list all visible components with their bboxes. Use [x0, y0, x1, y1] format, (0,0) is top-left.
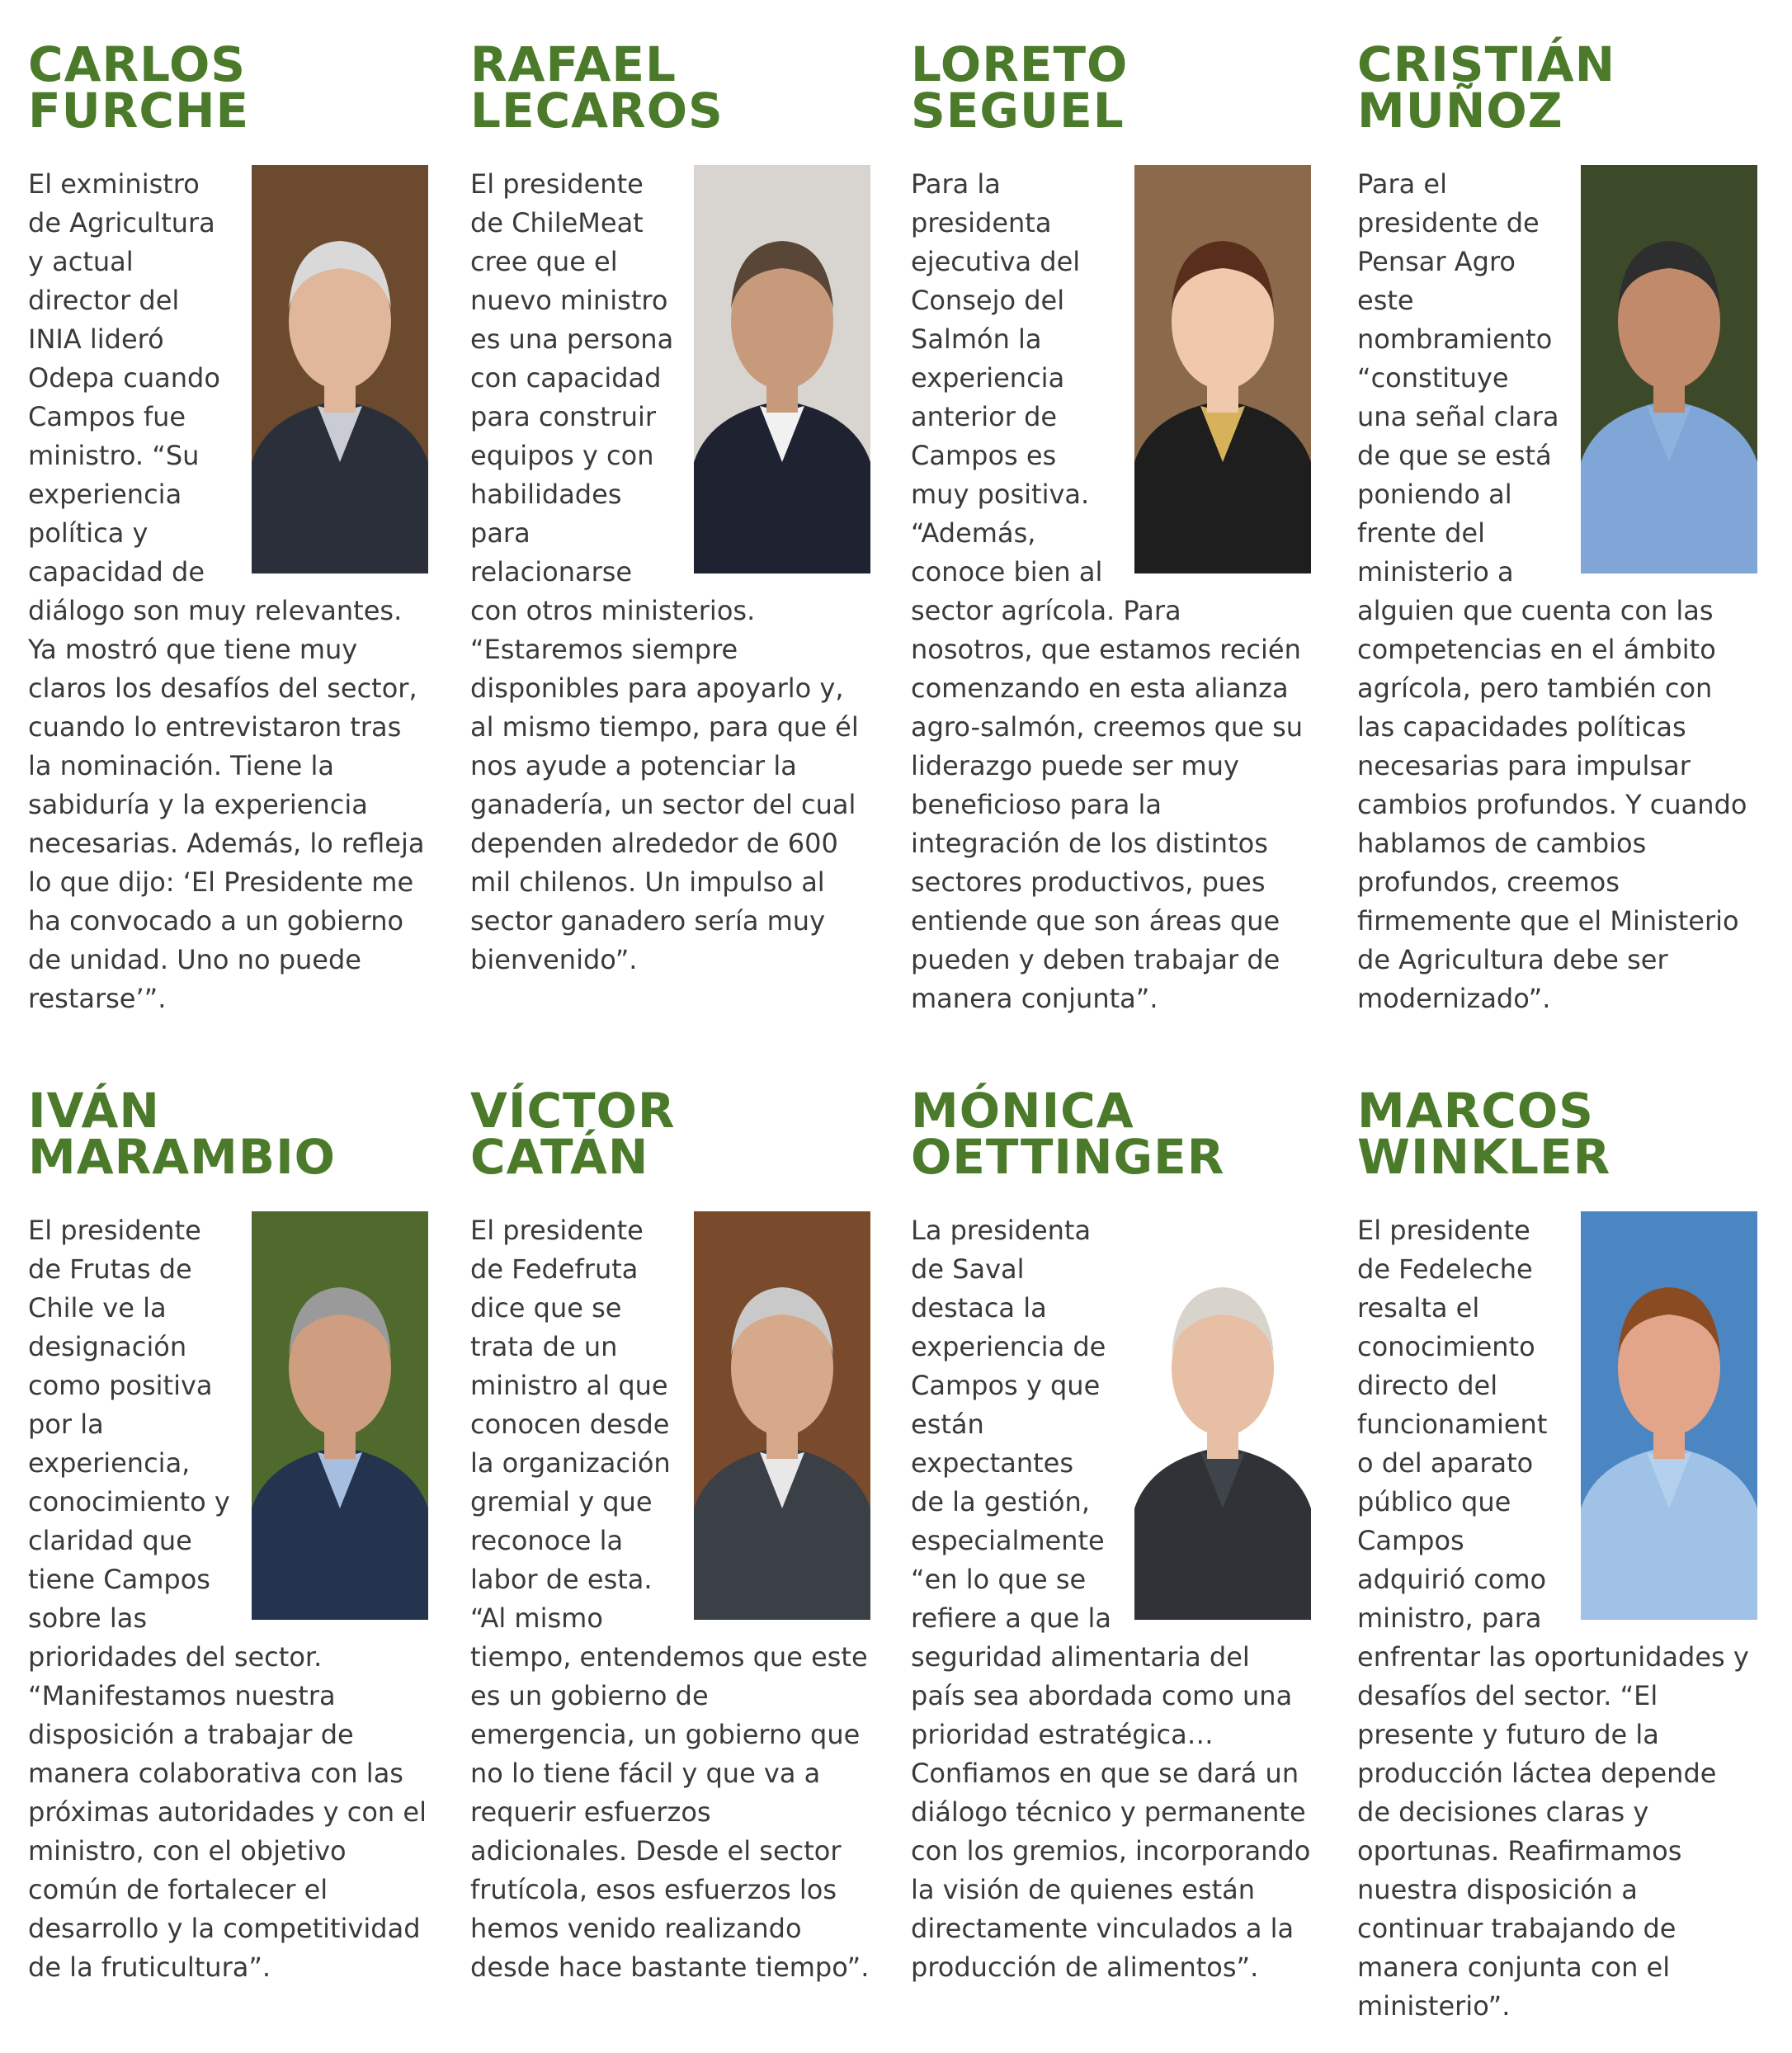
portrait-photo: [1134, 1211, 1311, 1620]
portrait-image: [694, 1211, 870, 1620]
portrait-photo: [252, 1211, 428, 1620]
portrait-image: [1134, 1211, 1311, 1620]
portrait-image: [252, 165, 428, 573]
last-name: OETTINGER: [911, 1129, 1225, 1185]
first-name: CRISTIÁN: [1357, 36, 1616, 92]
portrait-photo: [1581, 1211, 1757, 1620]
first-name: MÓNICA: [911, 1083, 1134, 1139]
portrait-image: [1581, 1211, 1757, 1620]
profile-text: El presidente de ChileMeat cree que el nuevo ministro es una persona con capacidad para construir equipos y con habilidades para relacionarse con otros ministerios. “Estaremos siempre disponibles para apoyarlo y, al mismo tiempo, para que él nos ayude a potenciar la ganadería, un sector del cual dependen alrededor de 600 mil chilenos. Un impulso al sector ganadero sería muy bienvenido”.: [470, 168, 859, 975]
first-name: RAFAEL: [470, 36, 677, 92]
profile-name: [470, 36, 870, 139]
profile-name: [1357, 36, 1757, 139]
portrait-photo: [252, 165, 428, 573]
profile-card: [1357, 1083, 1757, 2026]
portrait-image: [1134, 165, 1311, 573]
last-name: WINKLER: [1357, 1129, 1611, 1185]
last-name: FURCHE: [28, 83, 250, 139]
profile-card: [470, 1083, 870, 1987]
first-name: CARLOS: [28, 36, 247, 92]
last-name: MARAMBIO: [28, 1129, 336, 1185]
profile-card: [911, 36, 1311, 1018]
profile-card: [470, 36, 870, 979]
profile-name: [1357, 1083, 1757, 1185]
portrait-photo: [694, 1211, 870, 1620]
profile-name: [911, 36, 1311, 139]
profile-text: Para la presidenta ejecutiva del Consejo del Salmón la experiencia anterior de Campos es muy positiva. “Además, conoce bien al sector agrícola. Para nosotros, que estamos recién comenzando en esta alianza agro-salmón, creemos que su liderazgo puede ser muy beneficioso para la integración de los distintos sectores productivos, pues entiende que son áreas que pueden y deben trabajar de manera conjunta”.: [911, 168, 1304, 1014]
profile-text: Para el presidente de Pensar Agro este nombramiento “constituye una señal clara de que se está poniendo al frente del ministerio a alguien que cuenta con las competencias en el ámbito agrícola, pero también con las capacidades políticas necesarias para impulsar cambios profundos. Y cuando hablamos de cambios profundos, creemos firmemente que el Ministerio de Agricultura debe ser modernizado”.: [1357, 168, 1747, 1014]
portrait-image: [252, 1211, 428, 1620]
portrait-image: [1581, 165, 1757, 573]
profile-text: La presidenta de Saval destaca la experiencia de Campos y que están expectantes de la gestión, especialmente “en lo que se refiere a que la seguridad alimentaria del país sea abordada como una prioridad estratégica… Confiamos en que se dará un diálogo técnico y permanente con los gremios, incorporando la visión de quienes están directamente vinculados a la producción de alimentos”.: [911, 1215, 1311, 1983]
profile-name: [470, 1083, 870, 1185]
profile-card: [28, 36, 428, 1018]
profile-text: El presidente de Fedefruta dice que se trata de un ministro al que conocen desde la organización gremial y que reconoce la labor de esta. “Al mismo tiempo, entendemos que este es un gobierno de emergencia, un gobierno que no lo tiene fácil y que va a requerir esfuerzos adicionales. Desde el sector frutícola, esos esfuerzos los hemos venido realizando desde hace bastante tiempo”.: [470, 1215, 870, 1983]
profile-text: El exministro de Agricultura y actual director del INIA lideró Odepa cuando Campos fue ministro. “Su experiencia política y capacidad de diálogo son muy relevantes. Ya mostró que tiene muy claros los desafíos del sector, cuando lo entrevistaron tras la nominación. Tiene la sabiduría y la experiencia necesarias. Además, lo refleja lo que dijo: ‘El Presidente me ha convocado a un gobierno de unidad. Uno no puede restarse’”.: [28, 168, 425, 1014]
profile-text: El presidente de Fedeleche resalta el conocimiento directo del funcionamiento del aparato público que Campos adquirió como ministro, para enfrentar las oportunidades y desafíos del sector. “El presente y futuro de la producción láctea depende de decisiones claras y oportunas. Reafirmamos nuestra disposición a continuar trabajando de manera conjunta con el ministerio”.: [1357, 1215, 1749, 2022]
profile-card: [911, 1083, 1311, 1987]
first-name: MARCOS: [1357, 1083, 1594, 1139]
profile-text: El presidente de Frutas de Chile ve la designación como positiva por la experiencia, conocimiento y claridad que tiene Campos sobre las prioridades del sector. “Manifestamos nuestra disposición a trabajar de manera colaborativa con las próximas autoridades y con el ministro, con el objetivo común de fortalecer el desarrollo y la competitividad de la fruticultura”.: [28, 1215, 427, 1983]
portrait-photo: [1581, 165, 1757, 573]
last-name: LECAROS: [470, 83, 724, 139]
last-name: CATÁN: [470, 1129, 649, 1185]
profile-card: [1357, 36, 1757, 1018]
first-name: VÍCTOR: [470, 1083, 676, 1139]
profile-name: [28, 1083, 428, 1185]
first-name: LORETO: [911, 36, 1129, 92]
portrait-image: [694, 165, 870, 573]
last-name: MUÑOZ: [1357, 83, 1563, 139]
last-name: SEGUEL: [911, 83, 1125, 139]
portrait-photo: [694, 165, 870, 573]
first-name: IVÁN: [28, 1083, 160, 1139]
profile-name: [28, 36, 428, 139]
profile-card: [28, 1083, 428, 1987]
profile-name: [911, 1083, 1311, 1185]
portrait-photo: [1134, 165, 1311, 573]
